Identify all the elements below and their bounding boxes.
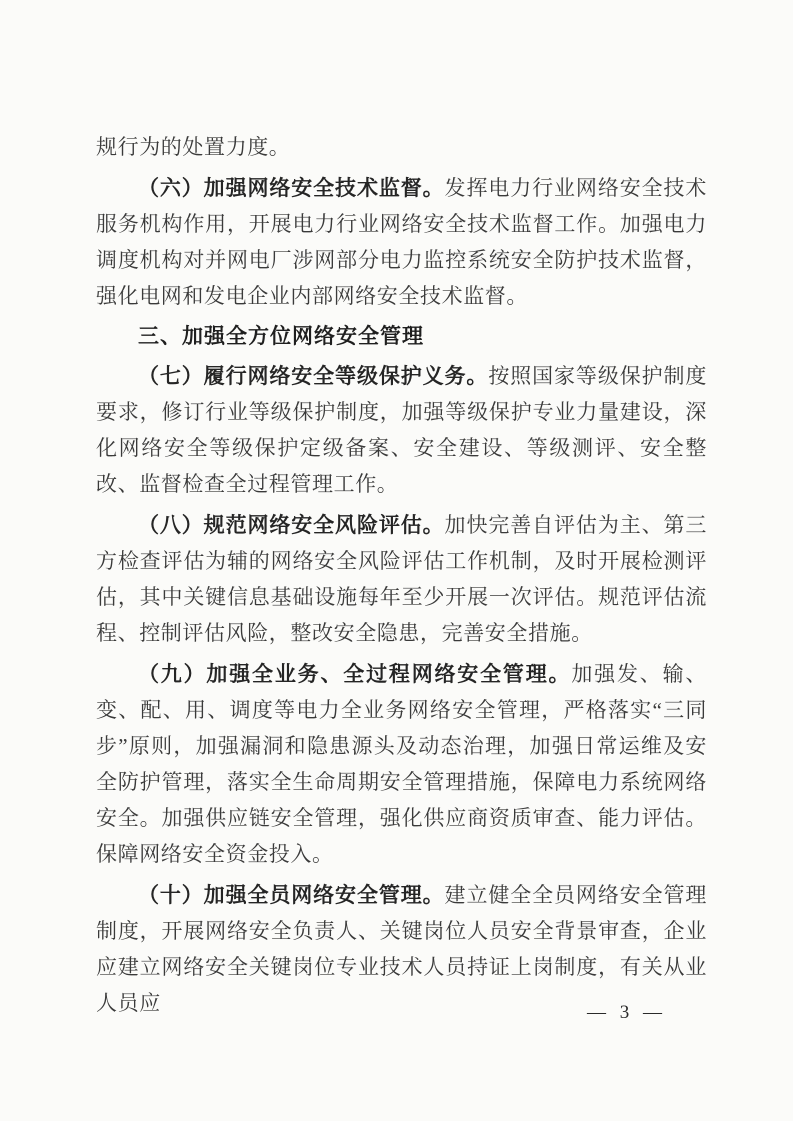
paragraph-item-7-body: 按照国家等级保护制度要求，修订行业等级保护制度，加强等级保护专业力量建设，深化网络安全等级保护定级备案、安全建设、等级测评、安全整改、监督检查全过程管理工作。 [96, 364, 708, 496]
document-body [96, 129, 707, 1026]
paragraph-item-10-body: 建立健全全员网络安全管理制度，开展网络安全负责人、关键岗位人员安全背景审查，企业应建立网络安全关键岗位专业技术人员持证上岗制度，有关从业人员应 [96, 883, 707, 1015]
paragraph-item-9-lead: （九）加强全业务、全过程网络安全管理。 [138, 662, 572, 686]
paragraph-item-6 [96, 170, 707, 314]
paragraph-continuation [96, 129, 707, 165]
paragraph-item-7-lead: （七）履行网络安全等级保护义务。 [138, 364, 489, 388]
paragraph-item-7 [96, 358, 707, 502]
paragraph-item-9 [96, 656, 707, 872]
paragraph-item-6-lead: （六）加强网络安全技术监督。 [138, 176, 445, 200]
section-heading-3: 三、加强全方位网络安全管理 [138, 325, 424, 348]
paragraph-item-10-lead: （十）加强全员网络安全管理。 [138, 883, 445, 907]
paragraph-item-6-body: 发挥电力行业网络安全技术服务机构作用，开展电力行业网络安全技术监督工作。加强电力调度机构对并网电厂涉网部分电力监控系统安全防护技术监督，强化电网和发电企业内部网络安全技术监督。 [96, 176, 707, 308]
paragraph-item-8-lead: （八）规范网络安全风险评估。 [138, 513, 445, 537]
page-number: — 3 — [587, 1002, 663, 1023]
paragraph-item-8-body: 加快完善自评估为主、第三方检查评估为辅的网络安全风险评估工作机制，及时开展检测评估，其中关键信息基础设施每年至少开展一次评估。规范评估流程、控制评估风险，整改安全隐患，完善安全措施。 [96, 513, 707, 645]
paragraph-continuation-text: 规行为的处置力度。 [96, 135, 291, 159]
paragraph-item-8 [96, 507, 707, 651]
paragraph-item-9-body: 加强发、输、变、配、用、调度等电力全业务网络安全管理，严格落实“三同步”原则，加强漏洞和隐患源头及动态治理，加强日常运维及安全防护管理，落实全生命周期安全管理措施，保障电力系统网络安全。加强供应链安全管理，强化供应商资质审查、能力评估。保障网络安全资金投入。 [96, 662, 707, 866]
